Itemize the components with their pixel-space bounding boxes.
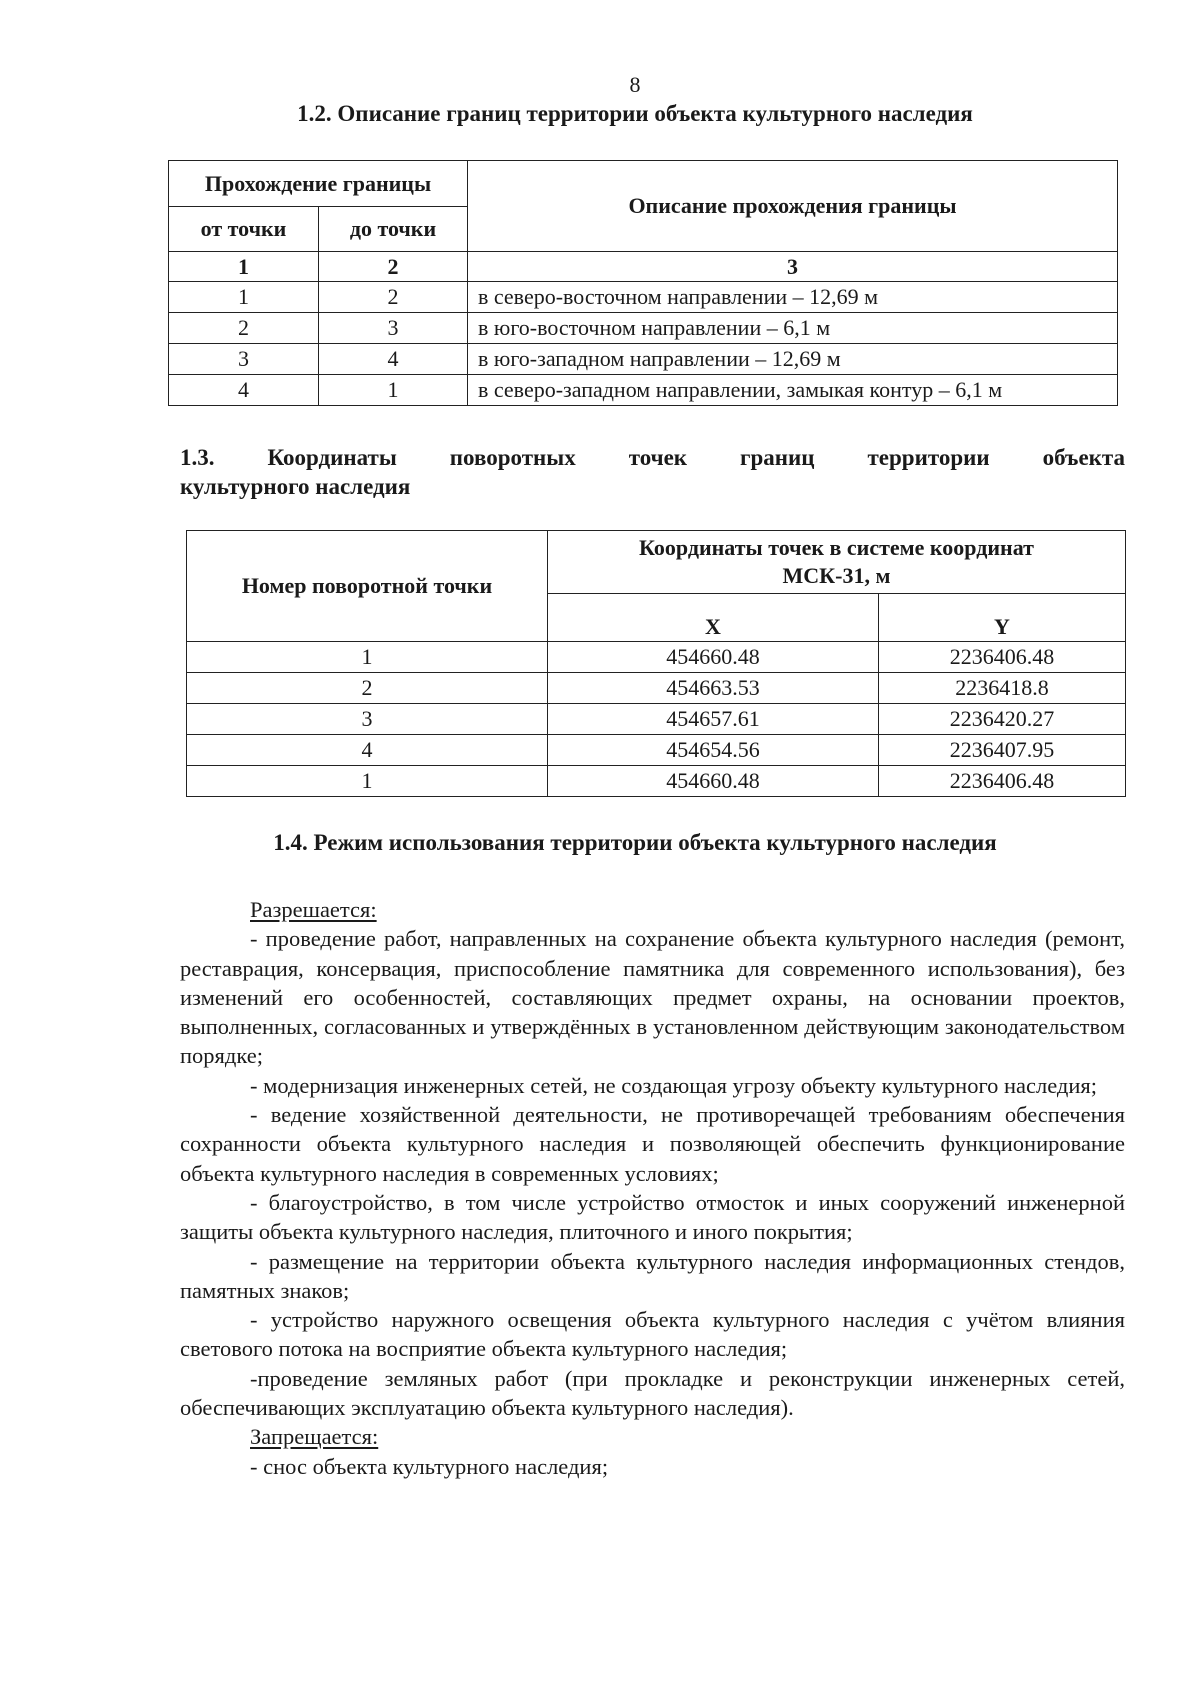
- table-row: [187, 704, 1126, 735]
- column-number: 1: [169, 252, 319, 282]
- table-row: [187, 673, 1126, 704]
- allowed-item: - размещение на территории объекта культурного наследия информационных стендов, памятных знаков;: [180, 1248, 1125, 1303]
- header-y: Y: [879, 594, 1126, 642]
- cell-x: 454654.56: [548, 735, 879, 766]
- table-row: [169, 375, 1118, 406]
- boundary-description-table: [168, 160, 1118, 406]
- column-number: 2: [319, 252, 468, 282]
- cell-from: 3: [169, 344, 319, 375]
- section-1-4-heading: 1.4. Режим использования территории объекта культурного наследия: [273, 830, 997, 855]
- header-x: X: [548, 594, 879, 642]
- cell-from: 2: [169, 313, 319, 344]
- column-number-row: [169, 252, 1118, 282]
- allowed-item: - модернизация инженерных сетей, не создающая угрозу объекту культурного наследия;: [250, 1072, 1098, 1098]
- cell-point: 1: [187, 766, 548, 797]
- cell-x: 454657.61: [548, 704, 879, 735]
- header-boundary-passage: Прохождение границы: [169, 161, 468, 207]
- cell-point: 2: [187, 673, 548, 704]
- cell-from: 4: [169, 375, 319, 406]
- header-point-number: Номер поворотной точки: [187, 531, 548, 642]
- cell-y: 2236406.48: [879, 766, 1126, 797]
- cell-y: 2236418.8: [879, 673, 1126, 704]
- page-number: 8: [629, 72, 641, 97]
- table-row: [187, 735, 1126, 766]
- column-number: 3: [468, 252, 1118, 282]
- table-row: [169, 344, 1118, 375]
- table-row: [169, 282, 1118, 313]
- table-row: [169, 313, 1118, 344]
- cell-to: 3: [319, 313, 468, 344]
- cell-from: 1: [169, 282, 319, 313]
- section-1-3-heading-line1: 1.3. Координаты поворотных точек границ территории объекта: [180, 445, 1125, 470]
- header-description: Описание прохождения границы: [468, 161, 1118, 252]
- allowed-item: - проведение работ, направленных на сохранение объекта культурного наследия (ремонт, реставрация, консервация, приспособление памятника для современного использования), без изменений его особенностей, составляющих предмет охраны, на основании проектов, выполненных, согласованных и утверждённых в установленном действующим законодательством порядке;: [180, 926, 1125, 1069]
- allowed-item: - благоустройство, в том числе устройство отмосток и иных сооружений инженерной защиты объекта культурного наследия, плиточного и иного покрытия;: [180, 1189, 1125, 1245]
- section-1-3-heading-line2: культурного наследия: [180, 474, 411, 499]
- cell-point: 1: [187, 642, 548, 673]
- coordinates-table: [186, 530, 1126, 797]
- cell-y: 2236406.48: [879, 642, 1126, 673]
- forbidden-label: Запрещается:: [250, 1424, 379, 1450]
- table-row: [187, 766, 1126, 797]
- cell-y: 2236407.95: [879, 735, 1126, 766]
- section-1-2-heading: 1.2. Описание границ территории объекта культурного наследия: [297, 101, 973, 126]
- header-coordinates-line1: Координаты точек в системе координат: [639, 535, 1034, 560]
- cell-point: 3: [187, 704, 548, 735]
- usage-regime-text: [180, 895, 1125, 1481]
- allowed-item: - устройство наружного освещения объекта культурного наследия с учётом влияния светового потока на восприятие объекта культурного наследия;: [180, 1307, 1125, 1362]
- allowed-label: Разрешается:: [250, 897, 377, 922]
- cell-to: 4: [319, 344, 468, 375]
- cell-x: 454663.53: [548, 673, 879, 704]
- table-row: [187, 642, 1126, 673]
- cell-description: в северо-западном направлении, замыкая контур – 6,1 м: [468, 375, 1118, 406]
- cell-x: 454660.48: [548, 642, 879, 673]
- header-coordinates-line2: МСК-31, м: [782, 563, 891, 588]
- allowed-item: -проведение земляных работ (при прокладке и реконструкции инженерных сетей, обеспечивающих эксплуатацию объекта культурного наследия).: [180, 1365, 1125, 1421]
- cell-to: 2: [319, 282, 468, 313]
- header-coordinates: [548, 531, 1126, 594]
- header-from-point: от точки: [169, 207, 319, 252]
- cell-to: 1: [319, 375, 468, 406]
- header-to-point: до точки: [319, 207, 468, 252]
- cell-x: 454660.48: [548, 766, 879, 797]
- cell-point: 4: [187, 735, 548, 766]
- section-1-3-heading: [180, 443, 1125, 501]
- cell-description: в юго-западном направлении – 12,69 м: [468, 344, 1118, 375]
- cell-description: в северо-восточном направлении – 12,69 м: [468, 282, 1118, 313]
- cell-y: 2236420.27: [879, 704, 1126, 735]
- cell-description: в юго-восточном направлении – 6,1 м: [468, 313, 1118, 344]
- forbidden-item: - снос объекта культурного наследия;: [250, 1453, 609, 1479]
- allowed-item: - ведение хозяйственной деятельности, не противоречащей требованиям обеспечения сохранности объекта культурного наследия и позволяющей обеспечить функционирование объекта культурного наследия в современных условиях;: [180, 1102, 1125, 1186]
